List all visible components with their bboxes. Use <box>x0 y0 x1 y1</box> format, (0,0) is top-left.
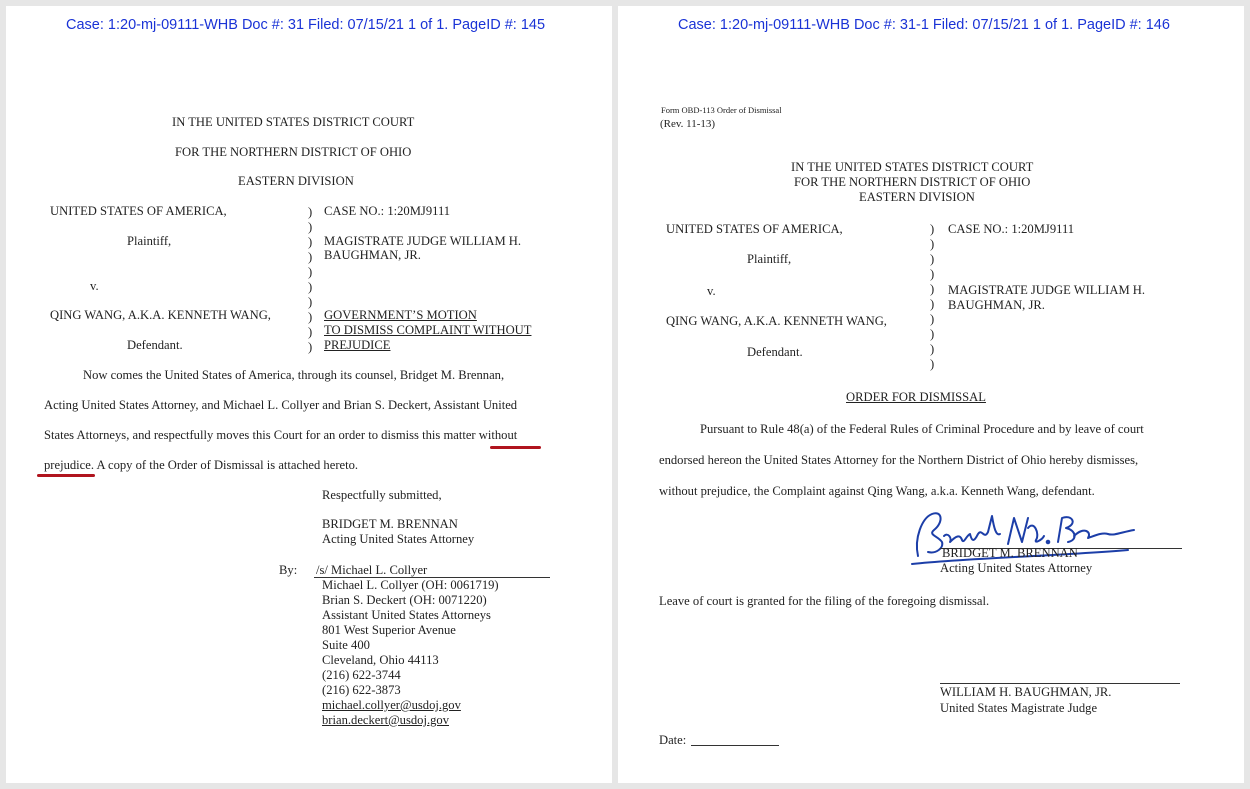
form-revision: (Rev. 11-13) <box>660 118 716 130</box>
defendant-name: QING WANG, A.K.A. KENNETH WANG, <box>666 314 887 328</box>
electronic-signature: /s/ Michael L. Collyer <box>316 563 428 577</box>
form-id: Form OBD-113 Order of Dismissal <box>661 105 782 115</box>
motion-page <box>6 6 612 783</box>
sig-block-line: 801 West Superior Avenue <box>322 623 456 637</box>
judge-line-1: MAGISTRATE JUDGE WILLIAM H. <box>948 283 1146 297</box>
court-division: EASTERN DIVISION <box>859 190 975 204</box>
body-line: Pursuant to Rule 48(a) of the Federal Rules of Criminal Procedure and by leave of court <box>700 422 1144 436</box>
order-page <box>618 6 1244 783</box>
body-line: States Attorneys, and respectfully moves this Court for an order to dismiss this matter without <box>44 428 518 442</box>
sig-block-line: Michael L. Collyer (OH: 0061719) <box>322 578 499 592</box>
judge-line-2: BAUGHMAN, JR. <box>324 248 421 262</box>
date-line <box>691 745 779 746</box>
caption-parens: ) ) ) ) ) ) ) ) ) ) <box>930 222 935 371</box>
sig-block-line: (216) 622-3744 <box>322 668 401 682</box>
motion-title-3: PREJUDICE <box>324 338 391 352</box>
defendant-label: Defendant. <box>747 345 803 359</box>
sig-block-line: Cleveland, Ohio 44113 <box>322 653 439 667</box>
defendant-name: QING WANG, A.K.A. KENNETH WANG, <box>50 308 271 322</box>
judge-name: WILLIAM H. BAUGHMAN, JR. <box>940 685 1112 699</box>
signer-name: BRIDGET M. BRENNAN <box>322 517 458 531</box>
caption-parens: ) ) ) ) ) ) ) ) ) ) <box>308 205 313 354</box>
judge-line-1: MAGISTRATE JUDGE WILLIAM H. <box>324 234 522 248</box>
page-header: Case: 1:20-mj-09111-WHB Doc #: 31 Filed: 07/15/21 1 of 1. PageID #: 145 <box>66 17 546 33</box>
page-header: Case: 1:20-mj-09111-WHB Doc #: 31-1 Filed: 07/15/21 1 of 1. PageID #: 146 <box>678 17 1170 33</box>
plaintiff-name: UNITED STATES OF AMERICA, <box>666 222 843 236</box>
sig-block-line: Brian S. Deckert (OH: 0071220) <box>322 593 487 607</box>
body-line: without prejudice, the Complaint against Qing Wang, a.k.a. Kenneth Wang, defendant. <box>659 484 1095 498</box>
date-label: Date: <box>659 733 687 747</box>
versus: v. <box>707 284 716 298</box>
motion-title-1: GOVERNMENT’S MOTION <box>324 308 477 322</box>
plaintiff-name: UNITED STATES OF AMERICA, <box>50 204 227 218</box>
defendant-label: Defendant. <box>127 338 183 352</box>
sig-block-line: (216) 622-3873 <box>322 683 401 697</box>
sig-block-line: Suite 400 <box>322 638 370 652</box>
motion-title-2: TO DISMISS COMPLAINT WITHOUT <box>324 323 532 337</box>
versus: v. <box>90 279 99 293</box>
court-title: IN THE UNITED STATES DISTRICT COURT <box>791 160 1034 174</box>
signer-name: BRIDGET M. BRENNAN <box>942 546 1078 560</box>
plaintiff-label: Plaintiff, <box>747 252 792 266</box>
body-line: endorsed hereon the United States Attorney for the Northern District of Ohio hereby dismisses, <box>659 453 1139 467</box>
signer-title: Acting United States Attorney <box>322 532 475 546</box>
court-division: EASTERN DIVISION <box>238 174 354 188</box>
order-title: ORDER FOR DISMISSAL <box>846 390 986 404</box>
email-link[interactable]: michael.collyer@usdoj.gov <box>322 698 461 712</box>
plaintiff-label: Plaintiff, <box>127 234 172 248</box>
body-line: prejudice. A copy of the Order of Dismissal is attached hereto. <box>44 458 359 472</box>
court-district: FOR THE NORTHERN DISTRICT OF OHIO <box>175 145 412 159</box>
judge-title: United States Magistrate Judge <box>940 701 1098 715</box>
by-label: By: <box>279 563 298 577</box>
case-number: CASE NO.: 1:20MJ9111 <box>948 222 1075 236</box>
closing: Respectfully submitted, <box>322 488 442 502</box>
court-district: FOR THE NORTHERN DISTRICT OF OHIO <box>794 175 1031 189</box>
court-title: IN THE UNITED STATES DISTRICT COURT <box>172 115 415 129</box>
case-number: CASE NO.: 1:20MJ9111 <box>324 204 451 218</box>
highlight-underline-without <box>490 446 541 449</box>
body-line: Acting United States Attorney, and Michael L. Collyer and Brian S. Deckert, Assistant United <box>44 398 518 412</box>
judge-signature-line <box>940 683 1180 684</box>
highlight-underline-prejudice <box>37 474 95 477</box>
signer-title: Acting United States Attorney <box>940 561 1093 575</box>
leave-of-court: Leave of court is granted for the filing of the foregoing dismissal. <box>659 594 990 608</box>
body-line: Now comes the United States of America, through its counsel, Bridget M. Brennan, <box>83 368 505 382</box>
signature-block <box>322 578 499 728</box>
sig-block-line: Assistant United States Attorneys <box>322 608 491 622</box>
judge-line-2: BAUGHMAN, JR. <box>948 298 1045 312</box>
email-link[interactable]: brian.deckert@usdoj.gov <box>322 713 450 727</box>
